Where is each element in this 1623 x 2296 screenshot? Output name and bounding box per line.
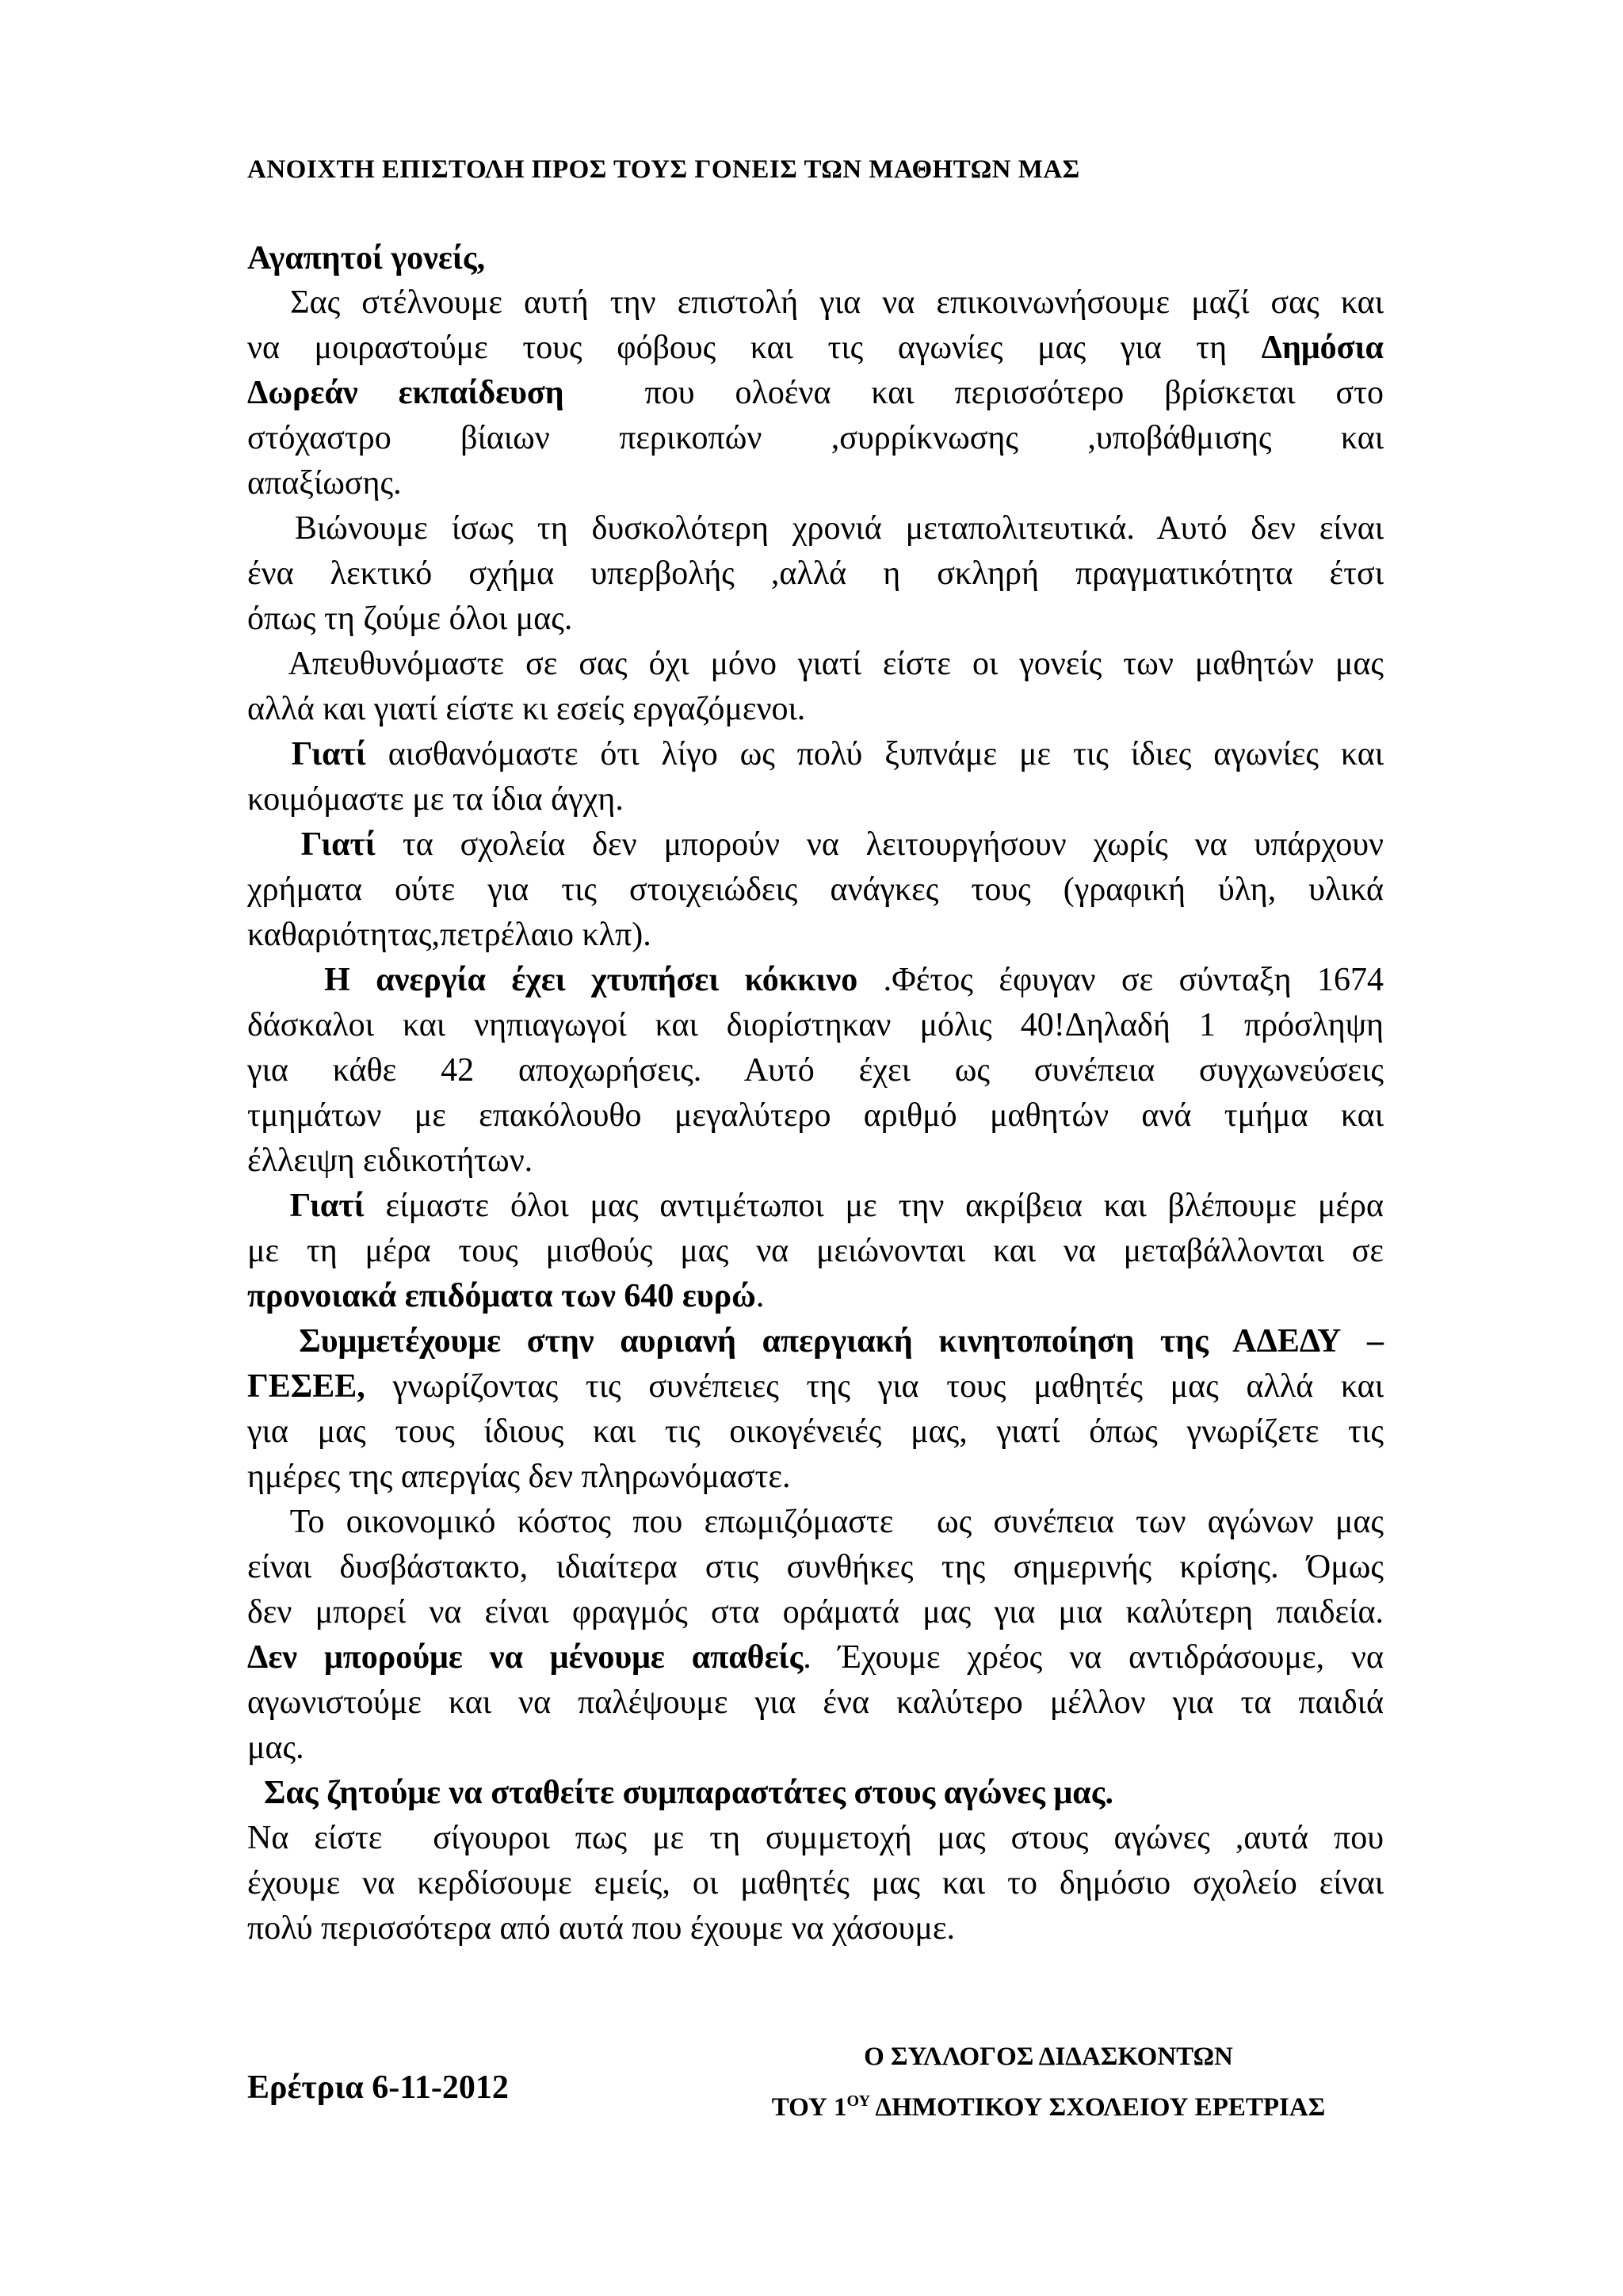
body-text (247, 826, 301, 863)
signature-line-2-prefix: ΤΟΥ 1 (771, 2093, 847, 2122)
bold-text: Συμμετέχουμε στην αυριανή απεργιακή κινητοποίηση της ΑΔΕΔΥ – (247, 1323, 1384, 1360)
body-text: Να είστε σίγουροι πως με τη συμμετοχή μας στους αγώνες ,αυτά που (247, 1820, 1384, 1856)
bold-text: Γιατί (300, 826, 376, 863)
body-text: έλλειψη ειδικοτήτων. (247, 1142, 533, 1179)
body-text: Απευθυνόμαστε σε σας όχι μόνο γιατί είστε οι γονείς των μαθητών μας (247, 646, 1384, 682)
body-line (247, 1364, 1384, 1409)
body-line (247, 642, 1384, 687)
body-line (247, 506, 1384, 551)
body-line (247, 461, 1384, 506)
body-line (247, 1409, 1384, 1455)
body-line (247, 326, 1384, 371)
signature-line-2-suffix: ΔΗΜΟΤΙΚΟΥ ΣΧΟΛΕΙΟΥ ΕΡΕΤΡΙΑΣ (870, 2093, 1326, 2122)
body-text: αλλά και γιατί είστε κι εσείς εργαζόμενοι. (247, 691, 806, 727)
body-text: Σας στέλνουμε αυτή την επιστολή για να επικοινωνήσουμε μαζί σας και (247, 284, 1384, 321)
body-text: να μοιραστούμε τους φόβους και τις αγωνίες μας για τη (247, 330, 1262, 366)
body-text: Βιώνουμε ίσως τη δυσκολότερη χρονιά μεταπολιτευτικά. Αυτό δεν είναι (247, 510, 1384, 547)
body-text: .Φέτος έφυγαν σε σύνταξη 1674 (857, 962, 1384, 998)
body-line (247, 732, 1384, 777)
body-text: χρήματα ούτε για τις στοιχειώδεις ανάγκες τους (γραφική ύλη, υλικά (247, 871, 1384, 908)
body-text: ένα λεκτικό σχήμα υπερβολής ,αλλά η σκληρή πραγματικότητα έτσι (247, 555, 1384, 592)
body-text: . (755, 1278, 765, 1314)
body-text: . Έχουμε χρέος να αντιδράσουμε, να (803, 1639, 1384, 1676)
body-line (247, 1635, 1384, 1680)
body-line (247, 280, 1384, 326)
body-line (247, 1319, 1384, 1364)
body-text (247, 736, 292, 772)
body-text (247, 1188, 290, 1224)
bold-text: ΓΕΣΕΕ, (247, 1368, 365, 1405)
body-line (247, 597, 1384, 642)
body-text: μας. (247, 1730, 304, 1766)
body-text: όπως τη ζούμε όλοι μας. (247, 601, 573, 637)
body-text: γνωρίζοντας τις συνέπειες της για τους μαθητές μας αλλά και (365, 1368, 1384, 1405)
body-line (247, 1048, 1384, 1093)
signature-line-2 (713, 2079, 1384, 2130)
letter-body (247, 280, 1384, 1951)
body-line (247, 913, 1384, 958)
body-line (247, 1455, 1384, 1500)
body-line (247, 1680, 1384, 1726)
body-line (247, 777, 1384, 822)
bold-text: Δημόσια (1261, 330, 1384, 366)
body-text: στόχαστρο βίαιων περικοπών ,συρρίκνωσης ,υποβάθμισης και (247, 420, 1384, 456)
bold-text: Γιατί (289, 1188, 365, 1224)
body-text: για μας τους ίδιους και τις οικογένειές μας, γιατί όπως γνωρίζετε τις (247, 1413, 1384, 1450)
body-line (247, 958, 1384, 1003)
body-line (247, 1816, 1384, 1861)
body-line (247, 868, 1384, 913)
body-line (247, 1138, 1384, 1184)
body-line (247, 1590, 1384, 1635)
body-text: είμαστε όλοι μας αντιμέτωποι με την ακρίβεια και βλέπουμε μέρα (364, 1188, 1384, 1224)
body-line (247, 1274, 1384, 1319)
page-title: ΑΝΟΙΧΤΗ ΕΠΙΣΤΟΛΗ ΠΡΟΣ ΤΟΥΣ ΓΟΝΕΙΣ ΤΩΝ ΜΑΘΗΤΩΝ ΜΑΣ (247, 155, 1080, 184)
body-line (247, 416, 1384, 461)
body-text: δεν μπορεί να είναι φραγμός στα οράματά μας για μια καλύτερη παιδεία. (247, 1594, 1384, 1630)
body-text: με τη μέρα τους μισθούς μας να μειώνονται και να μεταβάλλονται σε (247, 1233, 1384, 1269)
body-text: δάσκαλοι και νηπιαγωγοί και διορίστηκαν μόλις 40!Δηλαδή 1 πρόσληψη (247, 1007, 1384, 1043)
body-line (247, 1229, 1384, 1274)
body-line (247, 687, 1384, 732)
body-line (247, 822, 1384, 868)
body-line (247, 1906, 1384, 1951)
bold-text: προνοιακά επιδόματα των 640 ευρώ (247, 1278, 756, 1314)
body-line (247, 1093, 1384, 1138)
body-text: τμημάτων με επακόλουθο μεγαλύτερο αριθμό μαθητών ανά τμήμα και (247, 1097, 1384, 1134)
body-text: αισθανόμαστε ότι λίγο ως πολύ ξυπνάμε με τις ίδιες αγωνίες και (365, 736, 1384, 772)
body-text: απαξίωσης. (247, 465, 402, 502)
body-text: κοιμόμαστε με τα ίδια άγχη. (247, 781, 624, 818)
signature-block (713, 2035, 1384, 2130)
body-text: αγωνιστούμε και να παλέψουμε για ένα καλύτερο μέλλον για τα παιδιά (247, 1684, 1384, 1721)
body-line (247, 1771, 1384, 1816)
body-text: έχουμε να κερδίσουμε εμείς, οι μαθητές μας και το δημόσιο σχολείο είναι (247, 1865, 1384, 1901)
bold-text: Δωρεάν εκπαίδευση (247, 375, 564, 411)
body-text: πολύ περισσότερα από αυτά που έχουμε να χάσουμε. (247, 1910, 955, 1947)
body-text (247, 962, 324, 998)
body-line (247, 1545, 1384, 1590)
bold-text: Η ανεργία έχει χτυπήσει κόκκινο (324, 962, 858, 998)
signature-line-1: Ο ΣΥΛΛΟΓΟΣ ΔΙΔΑΣΚΟΝΤΩΝ (864, 2042, 1233, 2071)
place-date: Ερέτρια 6-11-2012 (247, 2069, 509, 2106)
body-line (247, 1003, 1384, 1048)
body-line (247, 371, 1384, 416)
salutation: Αγαπητοί γονείς, (247, 240, 486, 277)
body-line (247, 1861, 1384, 1906)
bold-text: Δεν μπορούμε να μένουμε απαθείς (247, 1639, 804, 1676)
signature-superscript: ΟΥ (846, 2092, 871, 2110)
body-line (247, 1184, 1384, 1229)
body-text: καθαριότητας,πετρέλαιο κλπ). (247, 917, 651, 953)
body-text: Το οικονομικό κόστος που επωμιζόμαστε ως συνέπεια των αγώνων μας (247, 1504, 1384, 1540)
bold-text: Σας ζητούμε να σταθείτε συμπαραστάτες στους αγώνες μας. (247, 1775, 1113, 1811)
body-text: τα σχολεία δεν μπορούν να λειτουργήσουν χωρίς να υπάρχουν (375, 826, 1384, 863)
body-text: για κάθε 42 αποχωρήσεις. Αυτό έχει ως συνέπεια συγχωνεύσεις (247, 1052, 1384, 1089)
body-line (247, 1500, 1384, 1545)
body-line (247, 1726, 1384, 1771)
body-line (247, 551, 1384, 597)
body-text: είναι δυσβάστακτο, ιδιαίτερα στις συνθήκες της σημερινής κρίσης. Όμως (247, 1549, 1384, 1585)
body-text: ημέρες της απεργίας δεν πληρωνόμαστε. (247, 1459, 791, 1495)
body-text: που ολοένα και περισσότερο βρίσκεται στο (563, 375, 1384, 411)
bold-text: Γιατί (291, 736, 366, 772)
